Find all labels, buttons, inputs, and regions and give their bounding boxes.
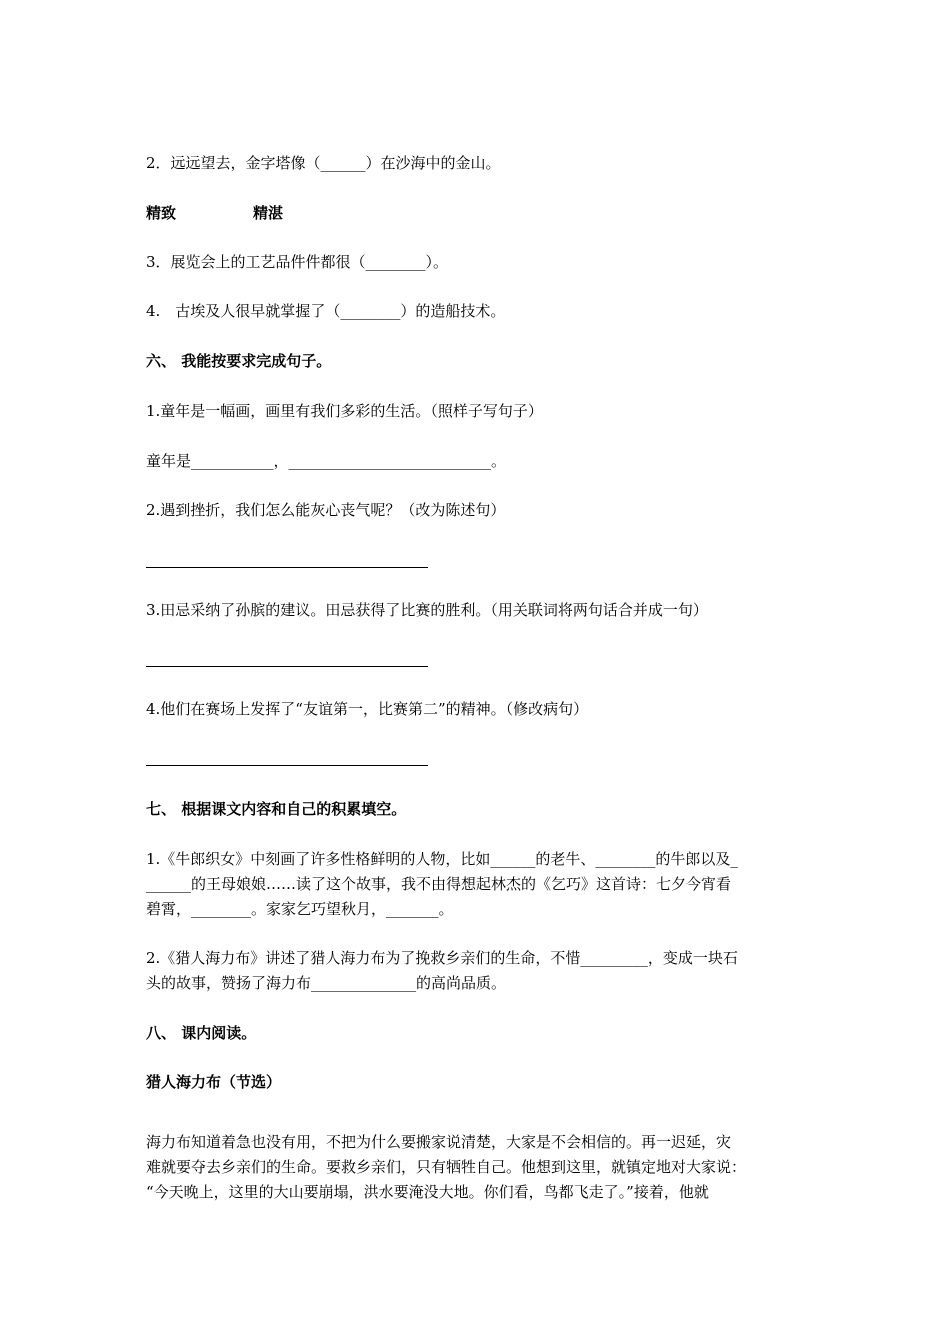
answer-line-6-3[interactable]: [146, 666, 428, 667]
word-option-1: 精致: [146, 204, 177, 222]
answer-line-6-4[interactable]: [146, 765, 428, 766]
question-5-4: 4. 古埃及人很早就掌握了（________）的造船技术。: [146, 302, 506, 320]
passage-line-3: “今天晚上，这里的大山要崩塌，洪水要淹没大地。你们看，鸟都飞走了。”接着，他就: [146, 1183, 709, 1201]
question-6-3: 3.田忌采纳了孙膑的建议。田忌获得了比赛的胜利。（用关联词将两句话合并成一句）: [146, 601, 708, 619]
question-7-2-line-2: 头的故事，赞扬了海力布______________的高尚品质。: [146, 974, 507, 992]
question-7-1-line-1: 1.《牛郎织女》中刻画了许多性格鲜明的人物，比如______的老牛、________的牛郎以及_: [146, 850, 738, 868]
question-5-3: 3．展览会上的工艺品件件都很（________）。: [146, 253, 449, 271]
section-8-heading: 八、 课内阅读。: [146, 1024, 257, 1042]
passage-line-2: 难就要夺去乡亲们的生命。要救乡亲们，只有牺牲自己。他想到这里，就镇定地对大家说：: [146, 1158, 747, 1176]
question-7-1-line-2: ______的王母娘娘……读了这个故事，我不由得想起林杰的《乞巧》这首诗：七夕今宵看: [146, 875, 732, 893]
question-6-4: 4.他们在赛场上发挥了“友谊第一，比赛第二”的精神。（修改病句）: [146, 700, 589, 718]
question-7-2-line-1: 2.《猎人海力布》讲述了猎人海力布为了挽救乡亲们的生命，不惜_________，变成一块石: [146, 949, 738, 967]
section-6-heading: 六、 我能按要求完成句子。: [146, 352, 332, 370]
question-6-1: 1.童年是一幅画，画里有我们多彩的生活。（照样子写句子）: [146, 402, 543, 420]
answer-line-6-2[interactable]: [146, 567, 428, 568]
word-option-2: 精湛: [253, 204, 284, 222]
question-5-2: 2．远远望去，金字塔像（______）在沙海中的金山。: [146, 154, 501, 172]
question-6-1-answer: 童年是___________，___________________________。: [146, 452, 507, 470]
question-6-2: 2.遇到挫折，我们怎么能灰心丧气呢？（改为陈述句）: [146, 501, 506, 519]
question-7-1-line-3: 碧霄，________。家家乞巧望秋月，_______。: [146, 900, 454, 918]
passage-line-1: 海力布知道着急也没有用，不把为什么要搬家说清楚，大家是不会相信的。再一迟延，灾: [146, 1133, 732, 1151]
section-7-heading: 七、 根据课文内容和自己的积累填空。: [146, 800, 407, 818]
passage-title: 猎人海力布（节选）: [146, 1073, 282, 1091]
